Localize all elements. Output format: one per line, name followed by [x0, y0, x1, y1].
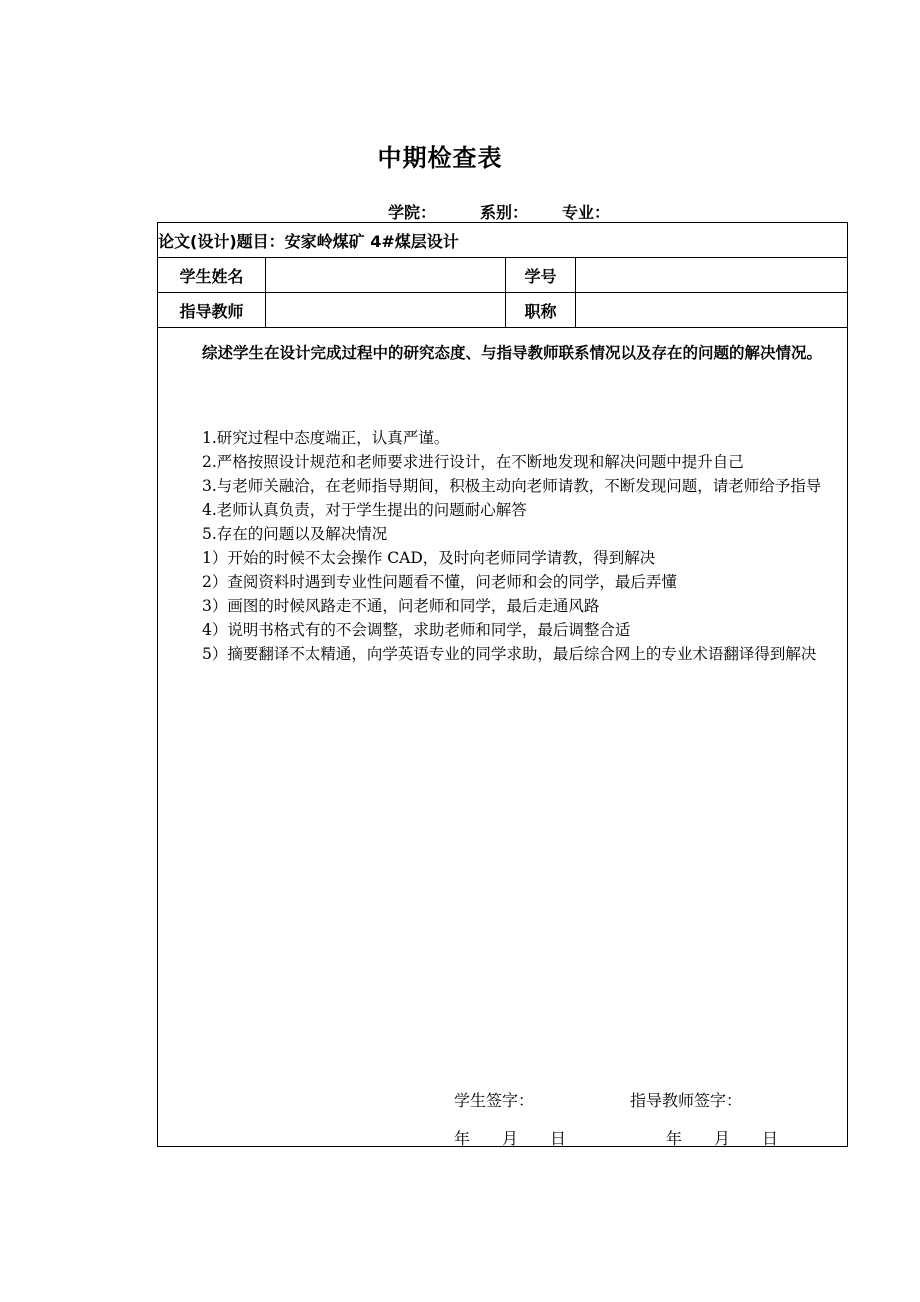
summary-item: 1.研究过程中态度端正，认真严谨。 — [202, 429, 450, 447]
day-label: 日 — [550, 1129, 567, 1148]
page-title: 中期检查表 — [377, 144, 503, 172]
summary-item: 5）摘要翻译不太精通，向学英语专业的同学求助，最后综合网上的专业术语翻译得到解决 — [202, 645, 817, 663]
student-name-field[interactable] — [266, 258, 506, 293]
student-date — [454, 1126, 566, 1149]
teacher-signature-label: 指导教师签字： — [630, 1091, 743, 1110]
student-name-label: 学生姓名 — [158, 258, 266, 293]
student-id-label: 学号 — [506, 258, 576, 293]
summary-item: 2.严格按照设计规范和老师要求进行设计，在不断地发现和解决问题中提升自己 — [202, 453, 744, 471]
summary-item: 2）查阅资料时遇到专业性问题看不懂，问老师和会的同学，最后弄懂 — [202, 573, 677, 591]
year-label: 年 — [666, 1129, 683, 1148]
summary-item: 4）说明书格式有的不会调整，求助老师和同学，最后调整合适 — [202, 621, 631, 639]
college-label: 学院： — [388, 203, 437, 222]
summary-item: 3.与老师关融洽，在老师指导期间，积极主动向老师请教，不断发现问题，请老师给予指导 — [202, 477, 822, 495]
advisor-title-label: 职称 — [506, 293, 576, 328]
department-line — [388, 200, 610, 223]
year-label: 年 — [454, 1129, 471, 1148]
summary-item: 4.老师认真负责，对于学生提出的问题耐心解答 — [202, 501, 527, 519]
summary-heading: 综述学生在设计完成过程中的研究态度、与指导教师联系情况以及存在的问题的解决情况。 — [202, 344, 823, 362]
summary-content — [166, 426, 841, 666]
major-label: 专业： — [562, 203, 611, 222]
month-label: 月 — [502, 1129, 519, 1148]
summary-item: 3）画图的时候风路走不通，问老师和同学，最后走通风路 — [202, 597, 600, 615]
advisor-field[interactable] — [266, 293, 506, 328]
topic-cell: 论文(设计)题目：安家岭煤矿 4#煤层设计 — [158, 223, 848, 258]
summary-item: 5.存在的问题以及解决情况 — [202, 525, 388, 543]
check-form-table — [157, 222, 848, 1147]
advisor-title-field[interactable] — [576, 293, 848, 328]
month-label: 月 — [714, 1129, 731, 1148]
student-id-field[interactable] — [576, 258, 848, 293]
summary-item: 1）开始的时候不太会操作 CAD，及时向老师同学请教，得到解决 — [202, 549, 656, 567]
teacher-date — [666, 1126, 778, 1149]
student-signature-label: 学生签字： — [454, 1091, 535, 1110]
dept-label: 系别： — [480, 203, 529, 222]
advisor-label: 指导教师 — [158, 293, 266, 328]
day-label: 日 — [762, 1129, 779, 1148]
summary-cell — [158, 328, 848, 1147]
